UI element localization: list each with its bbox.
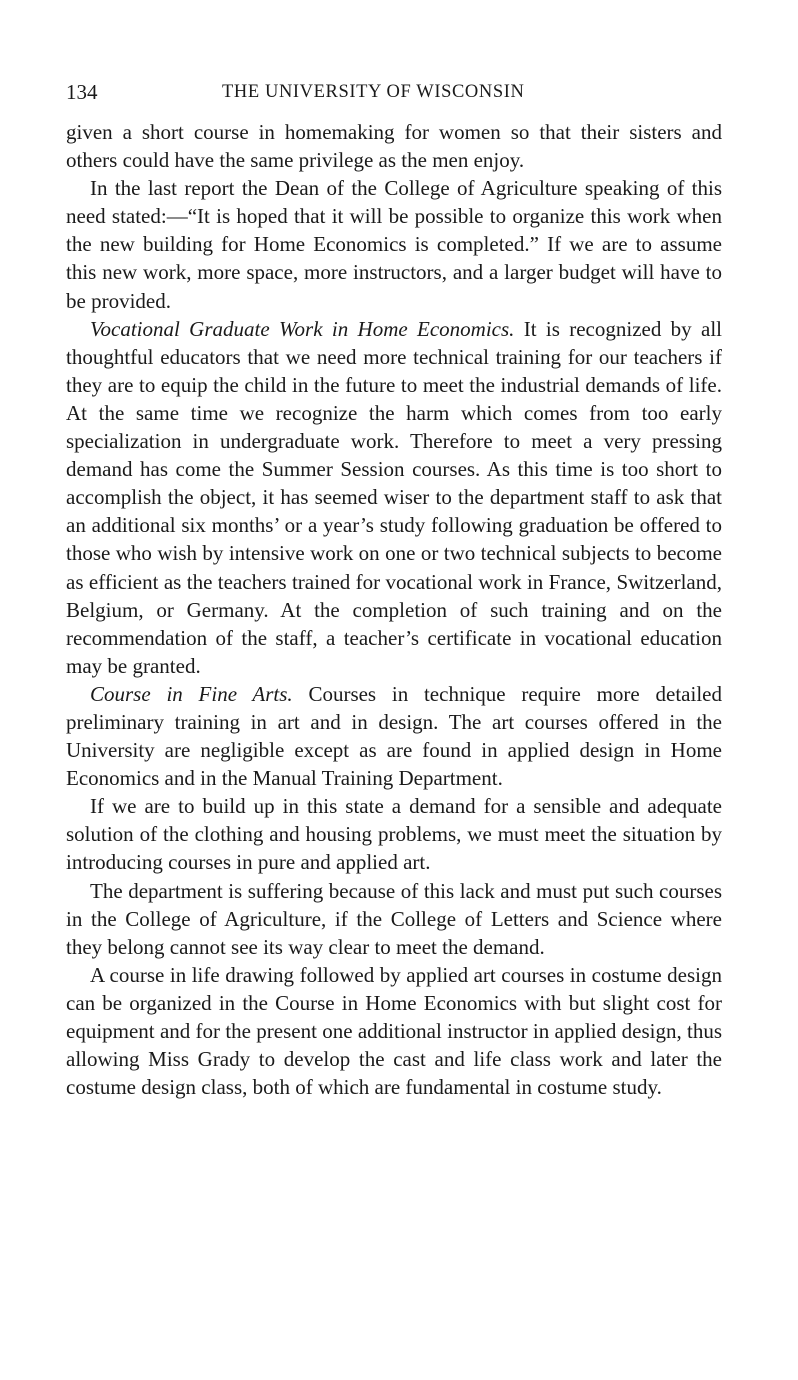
paragraph-text: If we are to build up in this state a demand for a sensible and adequate solution of the clothing and housing problems, we must meet the situation by introducing courses in pure and applied art.	[66, 794, 722, 875]
paragraph-text: In the last report the Dean of the College of Agriculture speaking of this need stated:—“It is hoped that it will be possible to organize this work when the new building for Home Economics is completed.” If we are to assume this new work, more space, more instructors, and a larger budget will have to be provided.	[66, 176, 722, 313]
document-page	[66, 78, 722, 1101]
paragraph-dean-report	[66, 174, 722, 314]
paragraph-continuation	[66, 118, 722, 174]
body-text	[66, 118, 722, 1101]
paragraph-clothing-housing	[66, 792, 722, 876]
page-header	[66, 78, 722, 118]
paragraph-vocational-graduate-work	[66, 315, 722, 680]
paragraph-text: A course in life drawing followed by applied art courses in costume design can be organized in the Course in Home Economics with but slight cost for equipment and for the present one additional instructor in applied design, thus allowing Miss Grady to develop the cast and life class work and later the costume design class, both of which are fundamental in costume study.	[66, 962, 722, 1100]
paragraph-course-in-fine-arts	[66, 680, 722, 792]
running-head: THE UNIVERSITY OF WISCONSIN	[222, 82, 525, 102]
page-number: 134	[66, 80, 98, 104]
run-in-heading: Vocational Graduate Work in Home Economics.	[90, 316, 515, 341]
paragraph-life-drawing	[66, 961, 722, 1101]
paragraph-text: It is recognized by all thoughtful educators that we need more technical training for our teachers if they are to equip the child in the future to meet the industrial demands of life. At the same time we recognize the harm which comes from too early specialization in undergraduate work. Therefore to meet a very pressing demand has come the Summer Session courses. As this time is too short to accomplish the object, it has seemed wiser to the department staff to ask that an additional six months’ or a year’s study following graduation be offered to those who wish by intensive work on one or two technical subjects to become as efficient as the teachers trained for vocational work in France, Switzerland, Belgium, or Germany. At the completion of such training and on the recommendation of the staff, a teacher’s certificate in vocational education may be granted.	[66, 316, 722, 678]
run-in-heading: Course in Fine Arts.	[90, 681, 293, 706]
paragraph-department-suffering	[66, 877, 722, 961]
paragraph-text: Courses in technique require more detailed preliminary training in art and in design. The art courses offered in the University are negligible except as are found in applied design in Home Economics and in the Manual Training Department.	[66, 681, 722, 791]
paragraph-text: given a short course in homemaking for women so that their sisters and others could have the same privilege as the men enjoy.	[66, 120, 722, 173]
paragraph-text: The department is suffering because of this lack and must put such courses in the College of Agriculture, if the College of Letters and Science where they belong cannot see its way clear to meet the demand.	[66, 878, 722, 959]
